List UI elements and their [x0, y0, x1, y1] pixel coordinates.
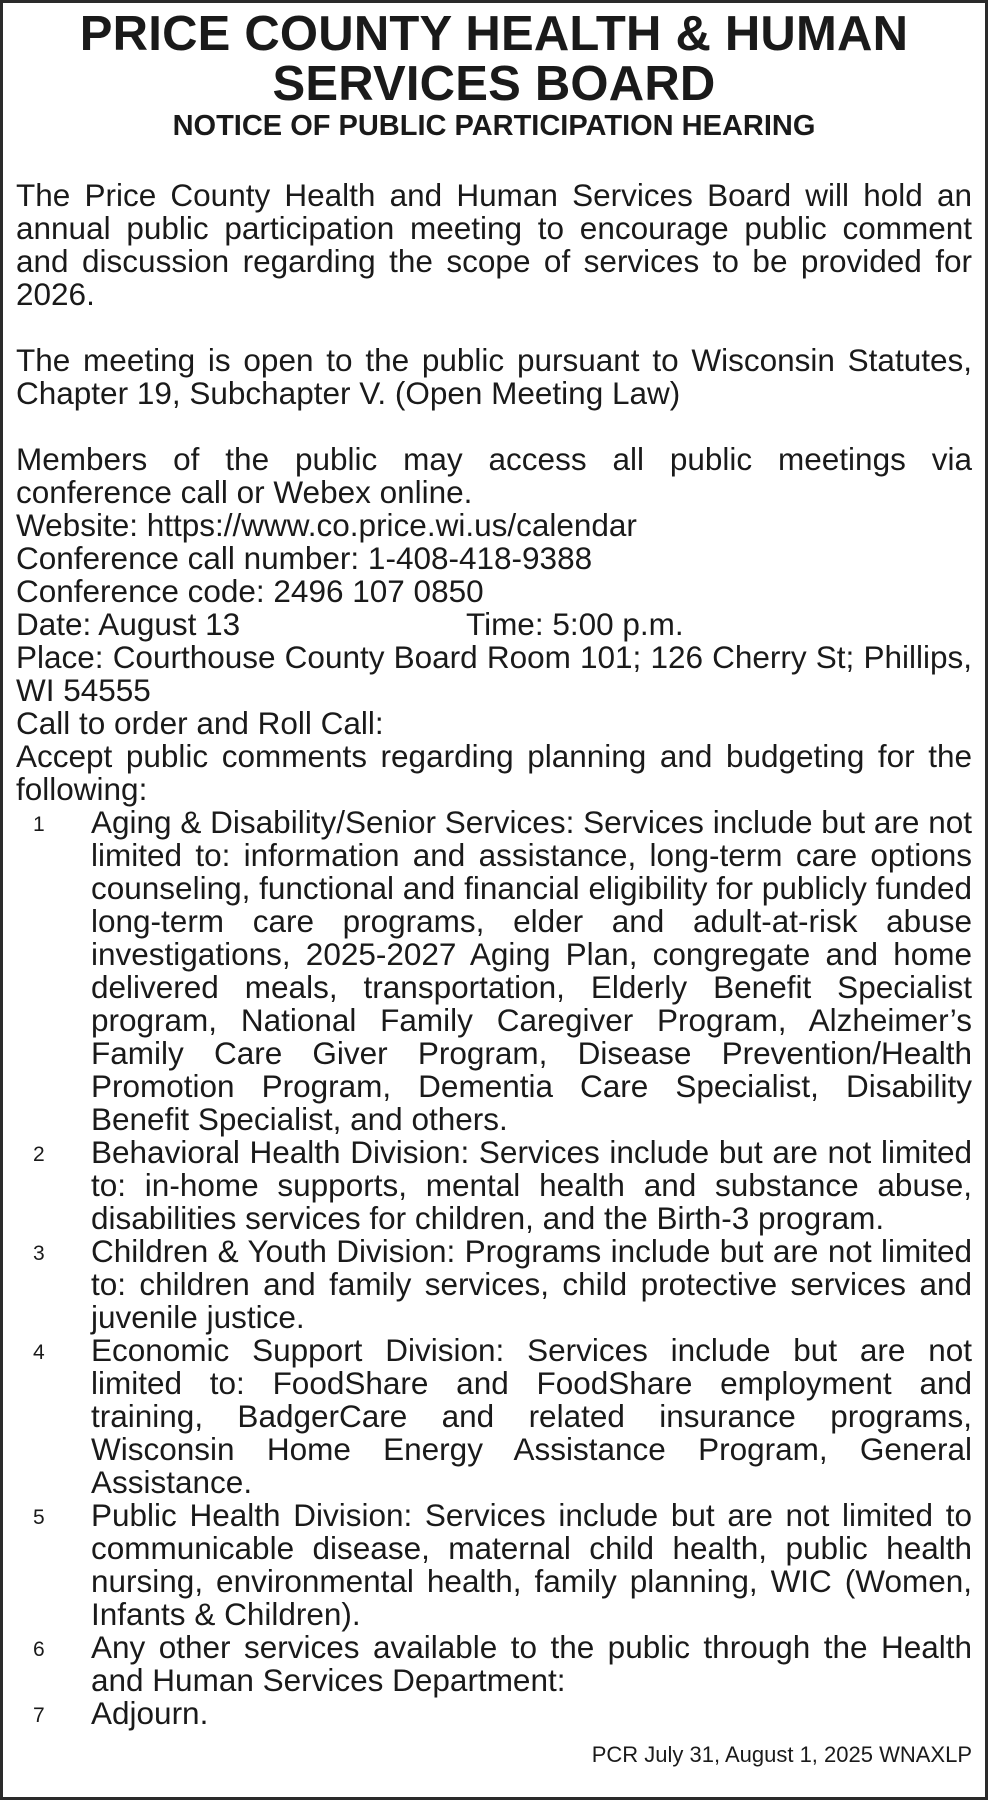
- notice-subtitle: NOTICE OF PUBLIC PARTICIPATION HEARING: [172, 110, 816, 142]
- conference-code-line: Conference code: 2496 107 0850: [16, 573, 484, 609]
- accept-comments-line: Accept public comments regarding planning and budgeting for the following:: [16, 738, 972, 807]
- date-text: Date: August 13: [16, 606, 241, 642]
- item-text: Aging & Disability/Senior Services: Services include but are not limited to: information and assistance, long-term care options counseling, functional and financial eligibility for publicly funded long-term care programs, elder and adult-at-risk abuse investigations, 2025-2027 Aging Plan, congregate and home delivered meals, transportation, Elderly Benefit Specialist program, National Family Caregiver Program, Alzheimer’s Family Care Giver Program, Disease Prevention/Health Promotion Program, Dementia Care Specialist, Disability Benefit Specialist, and others.: [91, 804, 972, 1137]
- agenda-item: [16, 1334, 972, 1499]
- notice-body: [16, 179, 972, 1768]
- item-text: Any other services available to the public through the Health and Human Services Department:: [91, 1629, 972, 1698]
- item-number: 5: [33, 1506, 45, 1529]
- intro-paragraph: The Price County Health and Human Services Board will hold an annual public participation meeting to encourage public comment and discussion regarding the scope of services to be provided for 2026.: [16, 177, 972, 312]
- agenda-item: [16, 806, 972, 1136]
- item-number: 2: [33, 1143, 45, 1166]
- call-to-order-line: Call to order and Roll Call:: [16, 705, 384, 741]
- item-text: Adjourn.: [91, 1695, 209, 1731]
- open-meeting-paragraph: The meeting is open to the public pursuant to Wisconsin Statutes, Chapter 19, Subchapter V. (Open Meeting Law): [16, 342, 972, 411]
- publication-line: PCR July 31, August 1, 2025 WNAXLP: [591, 1742, 972, 1767]
- agenda-item: [16, 1631, 972, 1697]
- agenda-item: [16, 1697, 972, 1732]
- item-text: Public Health Division: Services include but are not limited to communicable disease, maternal child health, public health nursing, environmental health, family planning, WIC (Women, Infants & Children).: [91, 1497, 972, 1632]
- agenda-item: [16, 1499, 972, 1631]
- time-text: Time: 5:00 p.m.: [466, 606, 684, 642]
- notice-title: PRICE COUNTY HEALTH & HUMAN SERVICES BOARD: [79, 7, 909, 111]
- phone-line: Conference call number: 1-408-418-9388: [16, 540, 593, 576]
- agenda-item: [16, 1136, 972, 1235]
- access-paragraph: Members of the public may access all public meetings via conference call or Webex online.: [16, 441, 972, 510]
- item-text: Behavioral Health Division: Services include but are not limited to: in-home supports, mental health and substance abuse, disabilities services for children, and the Birth-3 program.: [91, 1134, 972, 1236]
- item-text: Children & Youth Division: Programs include but are not limited to: children and family services, child protective services and juvenile justice.: [91, 1233, 972, 1335]
- item-number: 4: [33, 1341, 45, 1364]
- item-number: 6: [33, 1638, 45, 1661]
- item-number: 3: [33, 1242, 45, 1265]
- agenda-list: [16, 806, 972, 1732]
- website-line: Website: https://www.co.price.wi.us/calendar: [16, 507, 637, 543]
- place-line: Place: Courthouse County Board Room 101; 126 Cherry St; Phillips, WI 54555: [16, 639, 972, 708]
- item-number: 1: [33, 813, 45, 836]
- agenda-item: [16, 1235, 972, 1334]
- item-number: 7: [33, 1704, 45, 1727]
- date-time-line: [16, 608, 972, 641]
- item-text: Economic Support Division: Services include but are not limited to: FoodShare and FoodShare employment and training, BadgerCare and related insurance programs, Wisconsin Home Energy Assistance Program, General Assistance.: [91, 1332, 972, 1500]
